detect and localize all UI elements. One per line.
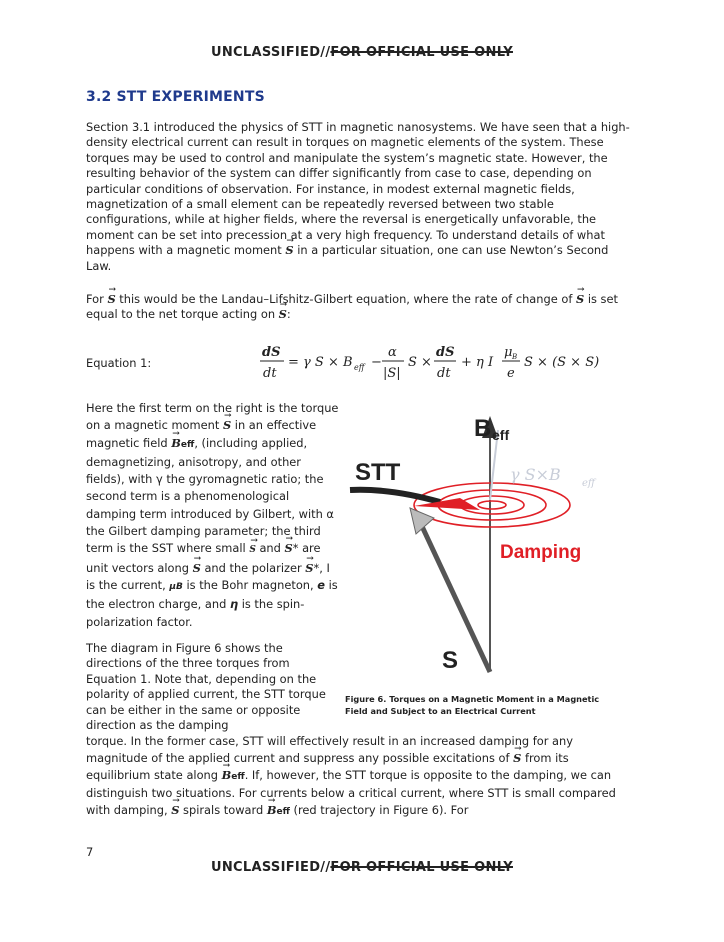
stt-discussion-paragraph bbox=[86, 733, 631, 821]
terms-text-8: *, I is the current, bbox=[86, 560, 330, 592]
intro-paragraph bbox=[86, 120, 631, 274]
svg-text:dt: dt bbox=[437, 366, 451, 381]
svg-text:e: e bbox=[507, 366, 515, 381]
intro-text-a: Section 3.1 introduced the physics of STT in magnetic nanosystems. We have seen that a high-density electrical current can result in torques on magnetic elements of the system. These torques may be used to control and manipulate the system’s magnetic state. However, the resulting behavior of the system can differ significantly from case to case, depending on particular conditions of observation. For instance, in modest external magnetic fields, magnetization of a small element can be repeatedly reversed between two stable configurations, while at higher fields, where the reversal is energetically unfavorable, the moment can be set into precession at a very high frequency. To understand details of what happens with a magnetic moment bbox=[86, 120, 630, 258]
eff-subscript: eff bbox=[231, 771, 245, 782]
svg-text:−: − bbox=[371, 355, 382, 370]
svg-text:S ×: S × bbox=[408, 355, 432, 370]
stt-text-5: spirals toward bbox=[183, 803, 264, 818]
svg-text:dt: dt bbox=[263, 366, 277, 381]
llg-text-a: For bbox=[86, 292, 104, 306]
eff-subscript: eff bbox=[276, 807, 290, 818]
stt-text-1: torque. In the former case, STT will effectively result in an increased damping for any magnitude of the applied current and suppress any possible excitations of bbox=[86, 734, 573, 765]
llg-text-d: : bbox=[286, 307, 291, 322]
beff-label: B bbox=[474, 415, 492, 442]
vector-s-symbol: → S bbox=[107, 292, 115, 307]
terms-text-6: * are unit vectors along bbox=[86, 541, 321, 575]
stt-text-7: (red trajectory in Figure 6). For bbox=[293, 803, 469, 818]
vector-b-symbol: → B bbox=[267, 802, 277, 819]
svg-text:+ η I: + η I bbox=[461, 355, 494, 370]
eta-symbol: η bbox=[229, 597, 239, 612]
vector-s-symbol: → S bbox=[249, 542, 256, 559]
bohr-symbol: μB bbox=[169, 581, 183, 592]
terms-text-14: is the spin-polarization factor. bbox=[86, 597, 305, 629]
terms-text-1: Here the first term on the right is the torque on a magnetic moment bbox=[86, 401, 339, 433]
llg-equation bbox=[258, 338, 618, 388]
page-number: 7 bbox=[86, 845, 94, 859]
beff-subscript-label: eff bbox=[492, 427, 510, 443]
svg-text:dS: dS bbox=[436, 345, 455, 360]
vector-b-symbol: → B bbox=[222, 767, 232, 784]
equation-label: Equation 1: bbox=[86, 356, 152, 370]
electron-charge-symbol: e bbox=[317, 577, 325, 592]
svg-text:|S|: |S| bbox=[383, 366, 401, 381]
vector-s-symbol: → S bbox=[279, 307, 287, 322]
precession-term-subscript: eff bbox=[582, 478, 596, 489]
llg-text-c: is set equal to the net torque acting on bbox=[86, 292, 618, 322]
classification-label: UNCLASSIFIED// bbox=[211, 45, 331, 60]
section-title: 3.2 STT EXPERIMENTS bbox=[86, 89, 265, 105]
svg-text:α: α bbox=[388, 345, 397, 360]
terms-text-5: and bbox=[259, 541, 281, 556]
intro-text-b: in a particular situation, one can use Newton’s Second Law. bbox=[86, 243, 609, 273]
vector-s-symbol: → S bbox=[513, 750, 521, 767]
svg-text:= γ S × B: = γ S × B bbox=[288, 355, 353, 370]
vector-s-symbol: → S bbox=[305, 560, 313, 577]
terms-text-10: is the Bohr magneton, bbox=[186, 577, 314, 592]
svg-text:eff: eff bbox=[354, 363, 365, 372]
precession-term-label: γ S×B bbox=[510, 465, 561, 484]
figure-6-diagram bbox=[330, 410, 620, 690]
stt-torque-arrow bbox=[350, 490, 440, 502]
vector-s-symbol: → S bbox=[171, 802, 179, 819]
vector-s-symbol: → S bbox=[285, 243, 293, 258]
terms-text-4: , (including applied, demagnetizing, anisotropy, and other fields), with γ the gyromagnetic ratio; the second term is a phenomenological damping term introduced by Gilbert, with α the Gilbert damping parameter; the third term is the SST where small bbox=[86, 435, 334, 556]
classification-struck-label: FOR OFFICIAL USE ONLY bbox=[330, 45, 513, 60]
svg-text:S × (S × S): S × (S × S) bbox=[524, 355, 600, 370]
vector-s-symbol: → S bbox=[193, 560, 201, 577]
llg-intro-paragraph bbox=[86, 292, 631, 323]
diagram-description-paragraph: The diagram in Figure 6 shows the directions of the three torques from Equation 1. Note that, depending on the polarity of applied current, the STT torque can be either in the same or opposite direction as the damping bbox=[86, 641, 326, 733]
terms-paragraph bbox=[86, 400, 341, 631]
svg-text:μ: μ bbox=[504, 345, 513, 360]
vector-s-symbol: → S bbox=[285, 540, 293, 557]
terms-text-12: is the electron charge, and bbox=[86, 577, 338, 612]
svg-text:dS: dS bbox=[262, 345, 281, 360]
terms-text-7: and the polarizer bbox=[204, 560, 302, 575]
vector-s-symbol: → S bbox=[223, 417, 231, 434]
stt-label: STT bbox=[355, 459, 401, 486]
stt-text-2: from its equilibrium state along bbox=[86, 750, 569, 782]
svg-text:B: B bbox=[512, 353, 518, 361]
classification-struck-label: FOR OFFICIAL USE ONLY bbox=[330, 860, 513, 875]
llg-text-b: this would be the Landau–Lifshitz-Gilbert equation, where the rate of change of bbox=[119, 292, 573, 306]
damping-label: Damping bbox=[500, 542, 582, 563]
s-vector-label: S bbox=[442, 647, 459, 674]
stt-text-4: . If, however, the STT torque is opposite to the damping, we can distinguish two situations. For currents below a critical current, where STT is small compared with damping, bbox=[86, 767, 616, 818]
header-classification-banner bbox=[0, 45, 724, 60]
classification-label: UNCLASSIFIED// bbox=[211, 860, 331, 875]
terms-text-2: in an effective magnetic field bbox=[86, 418, 317, 450]
vector-s-symbol: → S bbox=[576, 292, 584, 307]
footer-classification-banner bbox=[0, 860, 724, 875]
vector-b-symbol: → B bbox=[171, 435, 181, 452]
figure-6-caption: Figure 6. Torques on a Magnetic Moment in a Magnetic Field and Subject to an Electrical Current bbox=[345, 694, 600, 716]
eff-subscript: eff bbox=[180, 439, 195, 450]
